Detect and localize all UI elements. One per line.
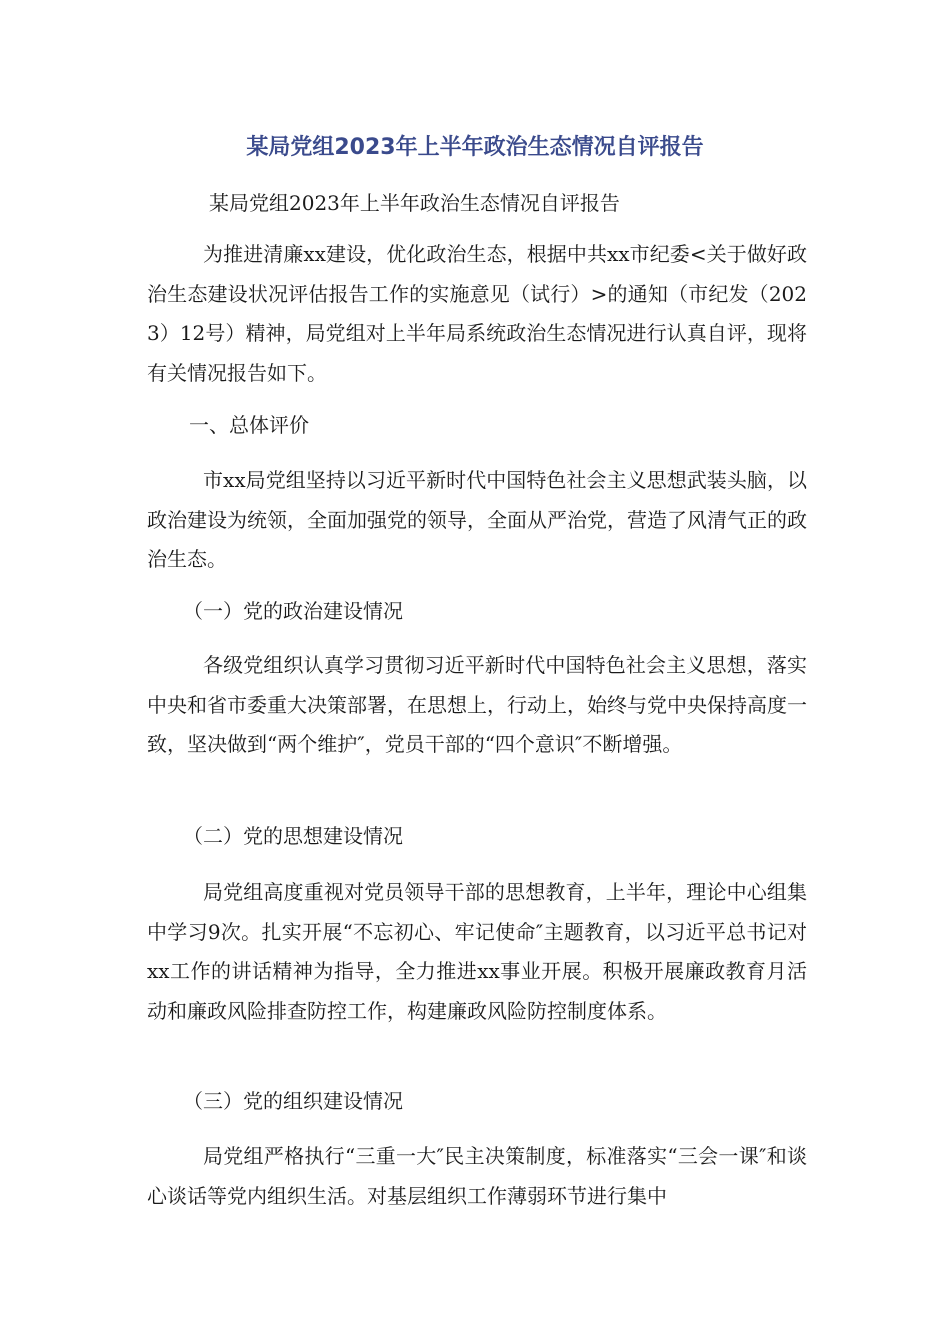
document-subtitle: 某局党组2023年上半年政治生态情况自评报告 [209, 191, 620, 215]
subsection-paragraph-political: 各级党组织认真学习贯彻习近平新时代中国特色社会主义思想，落实中央和省市委重大决策部署，在思想上，行动上，始终与党中央保持高度一致，坚决做到“两个维护″，党员干部的“四个意识″不断增强。 [147, 653, 807, 757]
subsection-paragraph-organizational: 局党组严格执行“三重一大″民主决策制度，标准落实“三会一课″和谈心谈话等党内组织生活。对基层组织工作薄弱环节进行集中 [147, 1144, 807, 1208]
subsection-heading-organizational: （三）党的组织建设情况 [183, 1089, 403, 1113]
section-paragraph-overall: 市xx局党组坚持以习近平新时代中国特色社会主义思想武装头脑，以政治建设为统领，全面加强党的领导，全面从严治党，营造了风清气正的政治生态。 [147, 468, 807, 572]
subsection-paragraph-ideological: 局党组高度重视对党员领导干部的思想教育，上半年，理论中心组集中学习9次。扎实开展“不忘初心、牢记使命″主题教育，以习近平总书记对xx工作的讲话精神为指导，全力推进xx事业开展。积极开展廉政教育月活动和廉政风险排查防控工作，构建廉政风险防控制度体系。 [147, 880, 807, 1023]
subsection-heading-ideological: （二）党的思想建设情况 [183, 824, 403, 848]
document-title: 某局党组2023年上半年政治生态情况自评报告 [246, 135, 704, 160]
intro-paragraph: 为推进清廉xx建设，优化政治生态，根据中共xx市纪委<关于做好政治生态建设状况评估报告工作的实施意见（试行）>的通知（市纪发（2023）12号）精神，局党组对上半年局系统政治生态情况进行认真自评，现将有关情况报告如下。 [147, 242, 807, 385]
subsection-heading-political: （一）党的政治建设情况 [183, 599, 403, 623]
section-heading-overall: 一、总体评价 [189, 413, 309, 437]
